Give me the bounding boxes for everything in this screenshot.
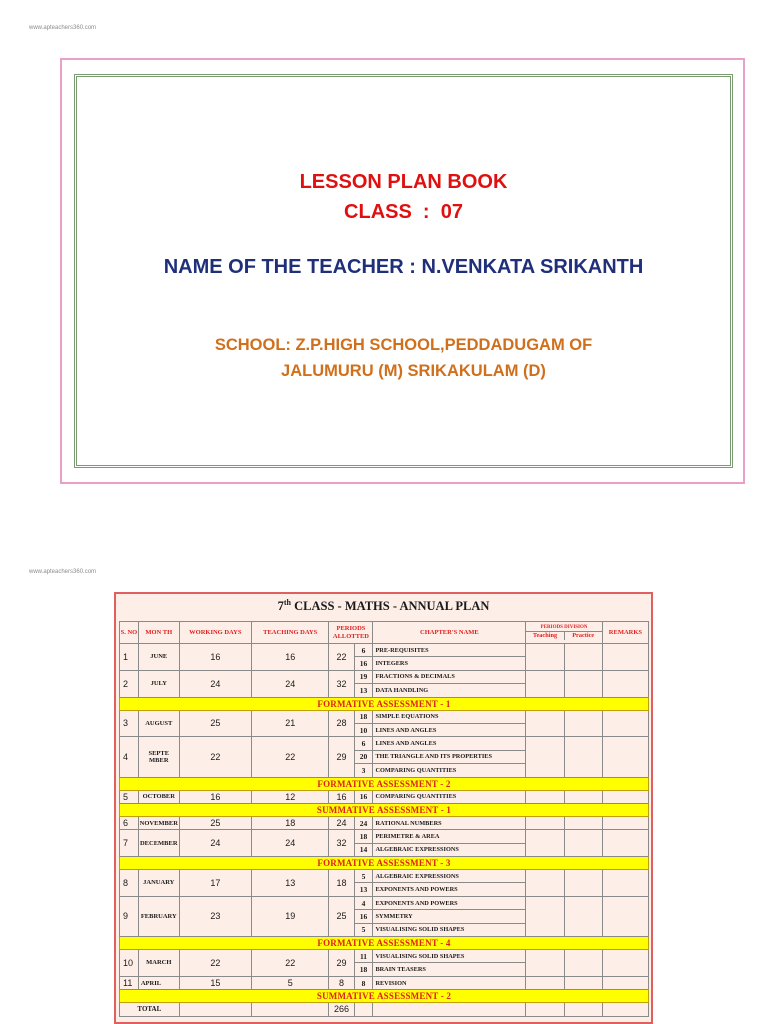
cover-class: CLASS : 07 — [344, 201, 463, 223]
row-teaching-days: 19 — [251, 896, 329, 936]
header-teaching: Teaching — [532, 632, 558, 639]
remarks-cell — [602, 670, 648, 697]
row-periods: 32 — [329, 830, 354, 857]
practice-cell — [565, 830, 603, 857]
row-working-days: 25 — [179, 816, 251, 829]
cover-page-frame — [60, 58, 745, 484]
row-teaching-days: 5 — [251, 976, 329, 989]
chapter-periods: 18 — [354, 830, 373, 843]
remarks-cell — [602, 816, 648, 829]
practice-cell — [565, 1003, 603, 1016]
practice-cell — [565, 790, 603, 803]
title-text: CLASS - MATHS - ANNUAL PLAN — [290, 599, 490, 614]
chapter-periods: 3 — [354, 764, 373, 777]
row-periods: 24 — [329, 816, 354, 829]
chapter-periods: 16 — [354, 910, 373, 923]
practice-cell — [565, 644, 603, 671]
row-periods: 8 — [329, 976, 354, 989]
practice-cell — [565, 737, 603, 777]
teaching-cell — [526, 950, 565, 977]
row-month: JANUARY — [138, 870, 179, 897]
chapter-periods: 13 — [354, 684, 373, 697]
teaching-cell — [526, 644, 565, 671]
table-row — [120, 950, 649, 963]
remarks-cell — [602, 870, 648, 897]
row-sno: 9 — [120, 896, 139, 936]
chapter-name: PERIMETRE & AREA — [373, 830, 526, 843]
header-periods-division — [526, 622, 602, 644]
assessment-label: FORMATIVE ASSESSMENT - 3 — [120, 857, 649, 870]
chapter-name: SYMMETRY — [373, 910, 526, 923]
title-ordinal: th — [283, 598, 291, 607]
remarks-cell — [602, 710, 648, 737]
table-row — [120, 870, 649, 883]
row-teaching-days: 21 — [251, 710, 329, 737]
chapter-periods: 20 — [354, 750, 373, 763]
row-sno: 1 — [120, 644, 139, 671]
row-periods: 29 — [329, 737, 354, 777]
header-month: MON TH — [138, 622, 179, 644]
row-working-days: 24 — [179, 830, 251, 857]
chapter-periods: 14 — [354, 843, 373, 856]
row-periods: 29 — [329, 950, 354, 977]
assessment-row — [120, 937, 649, 950]
chapter-name: COMPARING QUANTITIES — [373, 764, 526, 777]
teaching-cell — [526, 790, 565, 803]
chapter-periods: 8 — [354, 976, 373, 989]
row-working-days: 24 — [179, 670, 251, 697]
assessment-label: SUMMATIVE ASSESSMENT - 2 — [120, 990, 649, 1003]
row-working-days: 25 — [179, 710, 251, 737]
chapter-name: THE TRIANGLE AND ITS PROPERTIES — [373, 750, 526, 763]
row-month: JULY — [138, 670, 179, 697]
chapter-name: EXPONENTS AND POWERS — [373, 883, 526, 896]
chapter-name: ALGEBRAIC EXPRESSIONS — [373, 843, 526, 856]
chapter-periods: 5 — [354, 923, 373, 936]
teaching-cell — [526, 670, 565, 697]
chapter-periods: 18 — [354, 710, 373, 723]
row-working-days: 22 — [179, 737, 251, 777]
row-sno: 8 — [120, 870, 139, 897]
remarks-cell — [602, 1003, 648, 1016]
chapter-name: BRAIN TEASERS — [373, 963, 526, 976]
chapter-periods: 10 — [354, 723, 373, 736]
header-chapter-name: CHAPTER'S NAME — [373, 622, 526, 644]
row-teaching-days: 18 — [251, 816, 329, 829]
header-sno: S. NO — [120, 622, 139, 644]
chapter-name: VISUALISING SOLID SHAPES — [373, 950, 526, 963]
chapter-periods: 5 — [354, 870, 373, 883]
total-teaching — [251, 1003, 329, 1016]
assessment-row — [120, 697, 649, 710]
cover-school-line-1: SCHOOL: Z.P.HIGH SCHOOL,PEDDADUGAM OF — [214, 336, 593, 354]
assessment-label: FORMATIVE ASSESSMENT - 2 — [120, 777, 649, 790]
row-month: FEBRUARY — [138, 896, 179, 936]
teaching-cell — [526, 816, 565, 829]
teaching-cell — [526, 870, 565, 897]
chapter-periods: 13 — [354, 883, 373, 896]
chapter-name: REVISION — [373, 976, 526, 989]
teaching-cell — [526, 976, 565, 989]
practice-cell — [565, 670, 603, 697]
watermark-mid: www.apteachers360.com — [29, 569, 97, 575]
row-working-days: 22 — [179, 950, 251, 977]
teaching-cell — [526, 1003, 565, 1016]
chapter-name: VISUALISING SOLID SHAPES — [373, 923, 526, 936]
practice-cell — [565, 950, 603, 977]
assessment-label: SUMMATIVE ASSESSMENT - 1 — [120, 803, 649, 816]
row-month: JUNE — [138, 644, 179, 671]
row-working-days: 16 — [179, 644, 251, 671]
row-working-days: 15 — [179, 976, 251, 989]
chapter-name: EXPONENTS AND POWERS — [373, 896, 526, 909]
assessment-row — [120, 857, 649, 870]
remarks-cell — [602, 830, 648, 857]
assessment-label: FORMATIVE ASSESSMENT - 4 — [120, 937, 649, 950]
table-header-row — [120, 622, 649, 644]
annual-plan-sheet — [114, 592, 653, 1024]
chapter-name: DATA HANDLING — [373, 684, 526, 697]
table-row — [120, 710, 649, 723]
row-sno: 4 — [120, 737, 139, 777]
row-periods: 22 — [329, 644, 354, 671]
row-sno: 7 — [120, 830, 139, 857]
row-periods: 28 — [329, 710, 354, 737]
chapter-periods: 19 — [354, 670, 373, 683]
chapter-periods: 6 — [354, 737, 373, 750]
chapter-periods: 16 — [354, 790, 373, 803]
row-periods: 16 — [329, 790, 354, 803]
row-sno: 6 — [120, 816, 139, 829]
practice-cell — [565, 896, 603, 936]
chapter-name: INTEGERS — [373, 657, 526, 670]
assessment-row — [120, 777, 649, 790]
table-row — [120, 644, 649, 657]
total-label: TOTAL — [120, 1003, 180, 1016]
row-sno: 2 — [120, 670, 139, 697]
chapter-name: LINES AND ANGLES — [373, 737, 526, 750]
total-working — [179, 1003, 251, 1016]
row-periods: 25 — [329, 896, 354, 936]
row-teaching-days: 12 — [251, 790, 329, 803]
row-month: SEPTE MBER — [138, 737, 179, 777]
row-month: MARCH — [138, 950, 179, 977]
row-sno: 5 — [120, 790, 139, 803]
chapter-periods: 4 — [354, 896, 373, 909]
row-sno: 3 — [120, 710, 139, 737]
table-row — [120, 830, 649, 843]
table-row — [120, 976, 649, 989]
teaching-cell — [526, 737, 565, 777]
total-periods: 266 — [329, 1003, 354, 1016]
practice-cell — [565, 816, 603, 829]
row-month: AUGUST — [138, 710, 179, 737]
remarks-cell — [602, 790, 648, 803]
total-chapter — [373, 1003, 526, 1016]
row-teaching-days: 16 — [251, 644, 329, 671]
row-periods: 18 — [329, 870, 354, 897]
assessment-label: FORMATIVE ASSESSMENT - 1 — [120, 697, 649, 710]
row-sno: 10 — [120, 950, 139, 977]
row-teaching-days: 24 — [251, 670, 329, 697]
row-working-days: 16 — [179, 790, 251, 803]
watermark-top: www.apteachers360.com — [29, 25, 97, 31]
remarks-cell — [602, 976, 648, 989]
remarks-cell — [602, 644, 648, 671]
chapter-name: ALGEBRAIC EXPRESSIONS — [373, 870, 526, 883]
teaching-cell — [526, 830, 565, 857]
row-sno: 11 — [120, 976, 139, 989]
chapter-periods: 6 — [354, 644, 373, 657]
row-month: OCTOBER — [138, 790, 179, 803]
teaching-cell — [526, 710, 565, 737]
cover-school-line-2: JALUMURU (M) SRIKAKULAM (D) — [281, 362, 546, 380]
practice-cell — [565, 710, 603, 737]
header-periods-allotted: PERIODS ALLOTTED — [329, 622, 373, 644]
cover-inner-frame — [74, 74, 733, 468]
chapter-name: RATIONAL NUMBERS — [373, 816, 526, 829]
table-row — [120, 790, 649, 803]
header-remarks: REMARKS — [602, 622, 648, 644]
table-row — [120, 737, 649, 750]
table-row — [120, 816, 649, 829]
remarks-cell — [602, 950, 648, 977]
row-month: APRIL — [138, 976, 179, 989]
chapter-periods: 11 — [354, 950, 373, 963]
chapter-name: PRE-REQUISITES — [373, 644, 526, 657]
cover-teacher-name: NAME OF THE TEACHER : N.VENKATA SRIKANTH — [163, 256, 644, 278]
title-class-number: 7 — [277, 599, 284, 614]
practice-cell — [565, 870, 603, 897]
practice-cell — [565, 976, 603, 989]
remarks-cell — [602, 737, 648, 777]
total-row — [120, 1003, 649, 1016]
row-month: NOVEMBER — [138, 816, 179, 829]
chapter-name: LINES AND ANGLES — [373, 723, 526, 736]
row-teaching-days: 22 — [251, 950, 329, 977]
assessment-row — [120, 990, 649, 1003]
chapter-name: COMPARING QUANTITIES — [373, 790, 526, 803]
table-row — [120, 670, 649, 683]
header-teaching-days: TEACHING DAYS — [251, 622, 329, 644]
chapter-periods: 16 — [354, 657, 373, 670]
total-chapter-periods — [354, 1003, 373, 1016]
remarks-cell — [602, 896, 648, 936]
chapter-periods: 18 — [354, 963, 373, 976]
annual-plan-table — [119, 621, 649, 1017]
header-practice: Practice — [564, 632, 602, 640]
row-working-days: 23 — [179, 896, 251, 936]
row-teaching-days: 22 — [251, 737, 329, 777]
teaching-cell — [526, 896, 565, 936]
row-teaching-days: 13 — [251, 870, 329, 897]
chapter-name: SIMPLE EQUATIONS — [373, 710, 526, 723]
table-row — [120, 896, 649, 909]
assessment-row — [120, 803, 649, 816]
chapter-name: FRACTIONS & DECIMALS — [373, 670, 526, 683]
chapter-periods: 24 — [354, 816, 373, 829]
header-working-days: WORKING DAYS — [179, 622, 251, 644]
row-working-days: 17 — [179, 870, 251, 897]
cover-title: LESSON PLAN BOOK — [299, 171, 508, 193]
annual-plan-title — [116, 598, 651, 614]
header-division-label: PERIODS DIVISION — [526, 625, 601, 632]
row-teaching-days: 24 — [251, 830, 329, 857]
row-periods: 32 — [329, 670, 354, 697]
row-month: DECEMBER — [138, 830, 179, 857]
